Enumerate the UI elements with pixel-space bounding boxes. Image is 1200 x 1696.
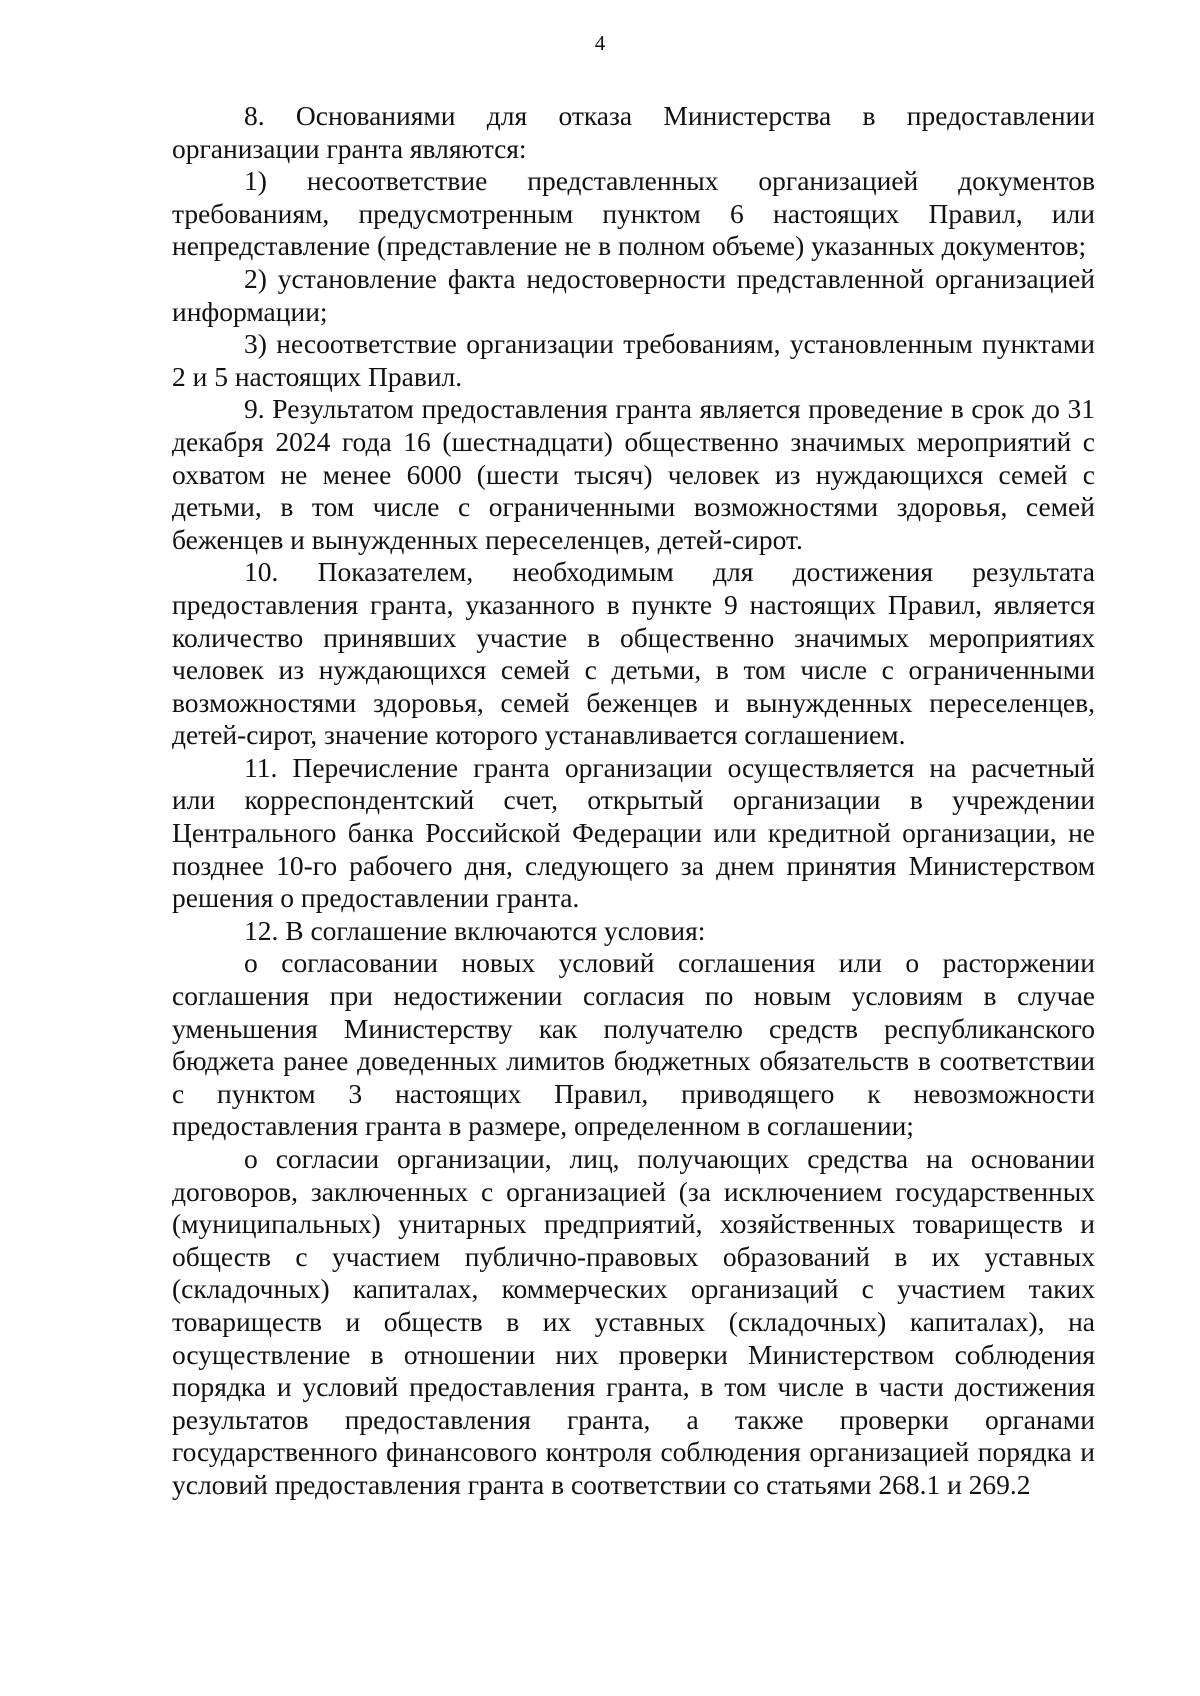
paragraph-11-transfer: 11. Перечисление гранта организации осуществляется на расчетный или корреспондентский счет, открытый организации в учреждении Центрального банка Российской Федерации или кредитной организации, не позднее 10-го рабочего дня, следующего за днем принятия Министерством решения о предоставлении гранта. [172,751,1095,914]
document-body [172,100,1095,1502]
paragraph-9-result: 9. Результатом предоставления гранта является проведение в срок до 31 декабря 2024 года 16 (шестнадцати) общественно значимых мероприятий с охватом не менее 6000 (шести тысяч) человек из нуждающихся семей с детьми, в том числе с ограниченными возможностями здоровья, семей беженцев и вынужденных переселенцев, детей-сирот. [172,393,1095,555]
paragraph-10-indicator: 10. Показателем, необходимым для достижения результата предоставления гранта, указанного в пункте 9 настоящих Правил, является количество принявших участие в общественно значимых мероприятиях человек из нуждающихся семей с детьми, в том числе с ограниченными возможностями здоровья, семей беженцев и вынужденных переселенцев, детей-сирот, значение которого устанавливается соглашением. [172,556,1095,751]
paragraph-8-item-3: 3) несоответствие организации требованиям, установленным пунктами 2 и 5 настоящих Правил. [172,328,1095,392]
paragraph-8-item-1: 1) несоответствие представленных организацией документов требованиям, предусмотренным пунктом 6 настоящих Правил, или непредставление (представление не в полном объеме) указанных документов; [172,165,1095,262]
paragraph-12-condition-consent: о согласии организации, лиц, получающих средства на основании договоров, заключенных с организацией (за исключением государственных (муниципальных) унитарных предприятий, хозяйственных товариществ и обществ с участием публично-правовых образований в их уставных (складочных) капиталах, коммерческих организаций с участием таких товариществ и обществ в их уставных (складочных) капиталах), на осуществление в отношении них проверки Министерством соблюдения порядка и условий предоставления гранта, в том числе в части достижения результатов предоставления гранта, а также проверки органами государственного финансового контроля соблюдения организацией порядка и условий предоставления гранта в соответствии со статьями 268.1 и 269.2 [172,1143,1095,1500]
paragraph-12-agreement-conditions: 12. В соглашение включаются условия: [244,914,706,946]
page-number: 4 [594,31,606,55]
paragraph-12-condition-renegotiation: о согласовании новых условий соглашения или о расторжении соглашения при недостижении согласия по новым условиям в случае уменьшения Министерству как получателю средств республиканского бюджета ранее доведенных лимитов бюджетных обязательств в соответствии с пунктом 3 настоящих Правил, приводящего к невозможности предоставления гранта в размере, определенном в соглашении; [172,947,1095,1142]
paragraph-8-item-2: 2) установление факта недостоверности представленной организацией информации; [172,262,1095,327]
paragraph-8-refusal-grounds: 8. Основаниями для отказа Министерства в предоставлении организации гранта являются: [172,100,1095,164]
